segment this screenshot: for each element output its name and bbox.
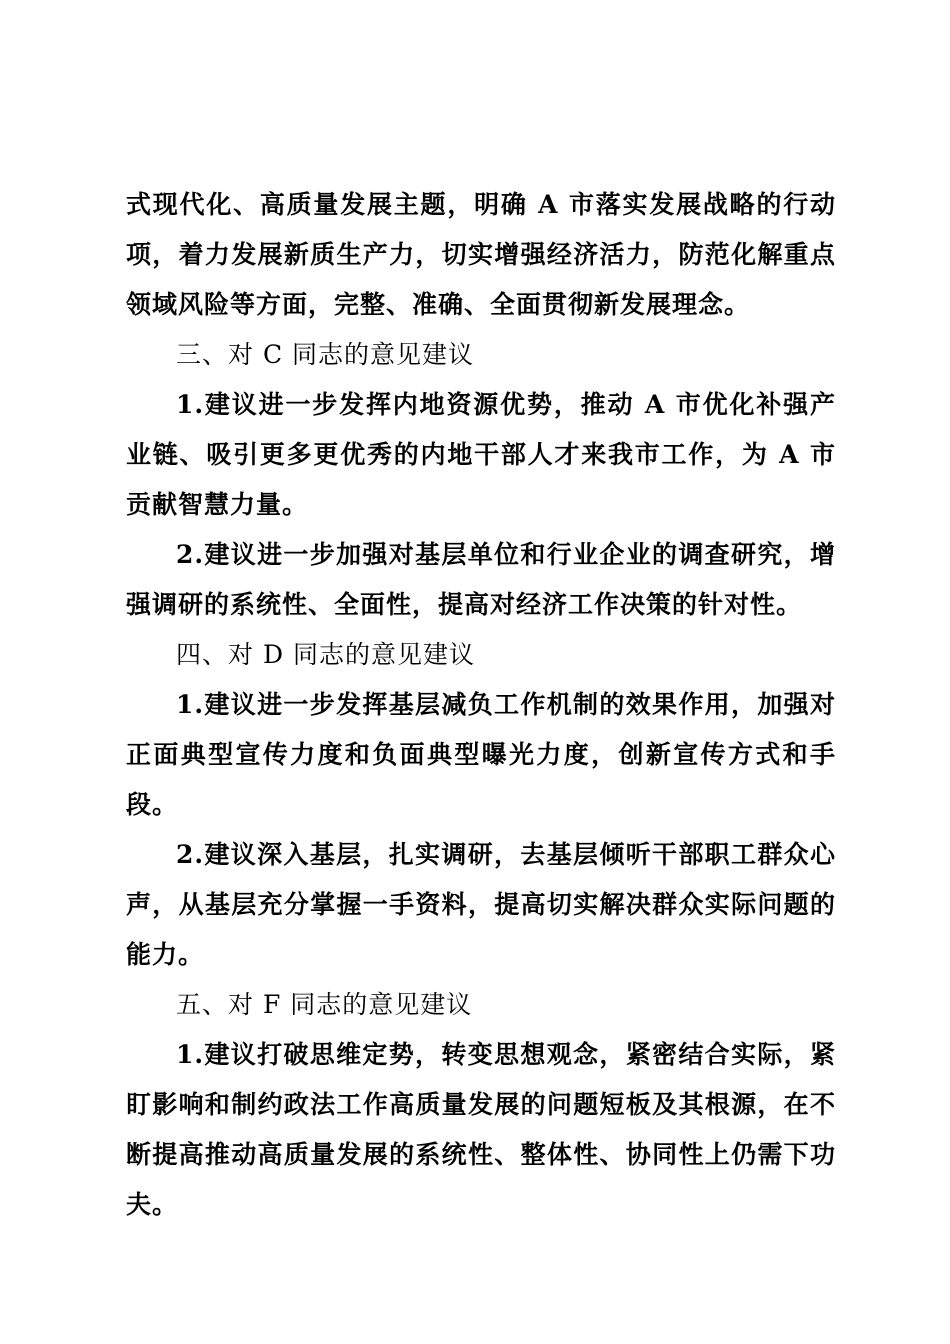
suggestion-f-1: 1.建议打破思维定势，转变思想观念，紧密结合实际，紧盯影响和制约政法工作高质量发展的问题短板及其根源，在不断提高推动高质量发展的系统性、整体性、协同性上仍需下功夫。	[126, 1040, 836, 1219]
suggestion-d-1: 1.建议进一步发挥基层减负工作机制的效果作用，加强对正面典型宣传力度和负面典型曝光力度，创新宣传方式和手段。	[126, 690, 836, 819]
suggestion-c-2: 2.建议进一步加强对基层单位和行业企业的调查研究，增强调研的系统性、全面性，提高对经济工作决策的针对性。	[126, 540, 836, 619]
suggestion-c-1: 1.建议进一步发挥内地资源优势，推动 A 市优化补强产业链、吸引更多更优秀的内地干部人才来我市工作，为 A 市贡献智慧力量。	[126, 390, 836, 519]
document-page	[126, 180, 836, 1230]
body-paragraph: 式现代化、高质量发展主题，明确 A 市落实发展战略的行动项，着力发展新质生产力，切实增强经济活力，防范化解重点领域风险等方面，完整、准确、全面贯彻新发展理念。	[126, 190, 836, 319]
section-heading-d: 四、对 D 同志的意见建议	[176, 640, 475, 669]
section-heading-c: 三、对 C 同志的意见建议	[176, 340, 475, 369]
suggestion-d-2: 2.建议深入基层，扎实调研，去基层倾听干部职工群众心声，从基层充分掌握一手资料，提高切实解决群众实际问题的能力。	[126, 840, 836, 969]
section-heading-f: 五、对 F 同志的意见建议	[176, 990, 473, 1019]
